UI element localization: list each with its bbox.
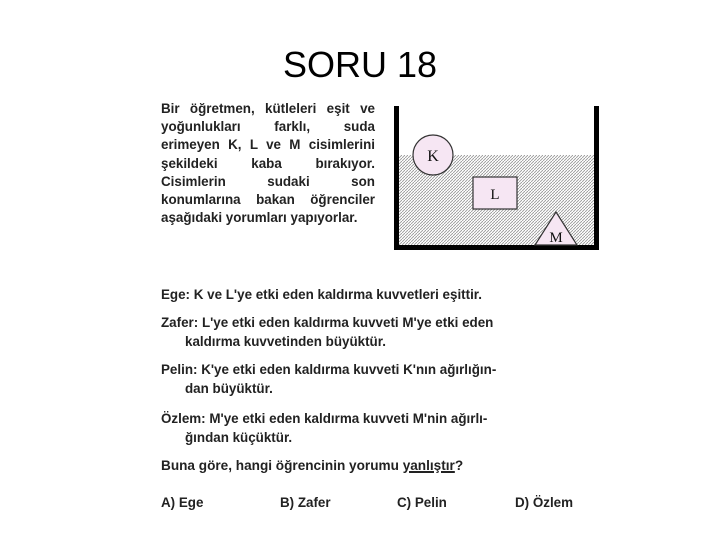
question-underlined: yanlıştır — [402, 458, 455, 473]
opinion-name: Özlem: — [161, 411, 206, 426]
option-b[interactable]: B) Zafer — [280, 495, 331, 510]
container-right-wall — [594, 106, 599, 250]
opinion-name: Zafer: — [161, 315, 199, 330]
page-title: SORU 18 — [282, 44, 438, 85]
object-m-label: M — [549, 230, 563, 246]
opinion-text-continued: ğından küçüktür. — [185, 430, 293, 445]
container-figure — [393, 104, 603, 255]
opinion-text: K'ye etki eden kaldırma kuvveti K'nın ağırlığın- — [197, 362, 497, 377]
container-bottom — [394, 245, 599, 250]
container-left-wall — [394, 106, 399, 250]
opinion-text-continued: kaldırma kuvvetinden büyüktür. — [185, 334, 386, 349]
question-prompt — [161, 458, 605, 473]
opinion-text-continued: dan büyüktür. — [185, 381, 273, 396]
question-prefix: Buna göre, hangi öğrencinin yorumu — [161, 458, 403, 473]
opinion-text: K ve L'ye etki eden kaldırma kuvvetleri eşittir. — [190, 287, 482, 302]
opinion-pelin — [161, 360, 605, 398]
container-diagram — [393, 104, 603, 250]
question-suffix: ? — [454, 458, 464, 473]
opinion-text: M'ye etki eden kaldırma kuvveti M'nin ağırlı- — [205, 411, 488, 426]
opinion-zafer — [161, 313, 605, 351]
opinion-name: Ege: — [161, 287, 191, 302]
object-l-label: L — [490, 187, 500, 203]
opinion-ozlem — [161, 409, 605, 447]
object-k-label: K — [427, 148, 439, 165]
option-d[interactable]: D) Özlem — [515, 495, 574, 510]
question-intro: Bir öğretmen, kütleleri eşit ve yoğunlukları farklı, suda erimeyen K, L ve M cisimlerini şekildeki kaba bırakıyor. Cisimlerin sudaki son konumlarına bakan öğrenciler aşağıdaki yorumları yapıyorlar. — [161, 101, 375, 226]
opinion-name: Pelin: — [161, 362, 198, 377]
opinion-text: L'ye etki eden kaldırma kuvveti M'ye etki eden — [198, 315, 494, 330]
opinion-ege — [161, 285, 605, 304]
option-a[interactable]: A) Ege — [161, 495, 204, 510]
option-c[interactable]: C) Pelin — [397, 495, 447, 510]
